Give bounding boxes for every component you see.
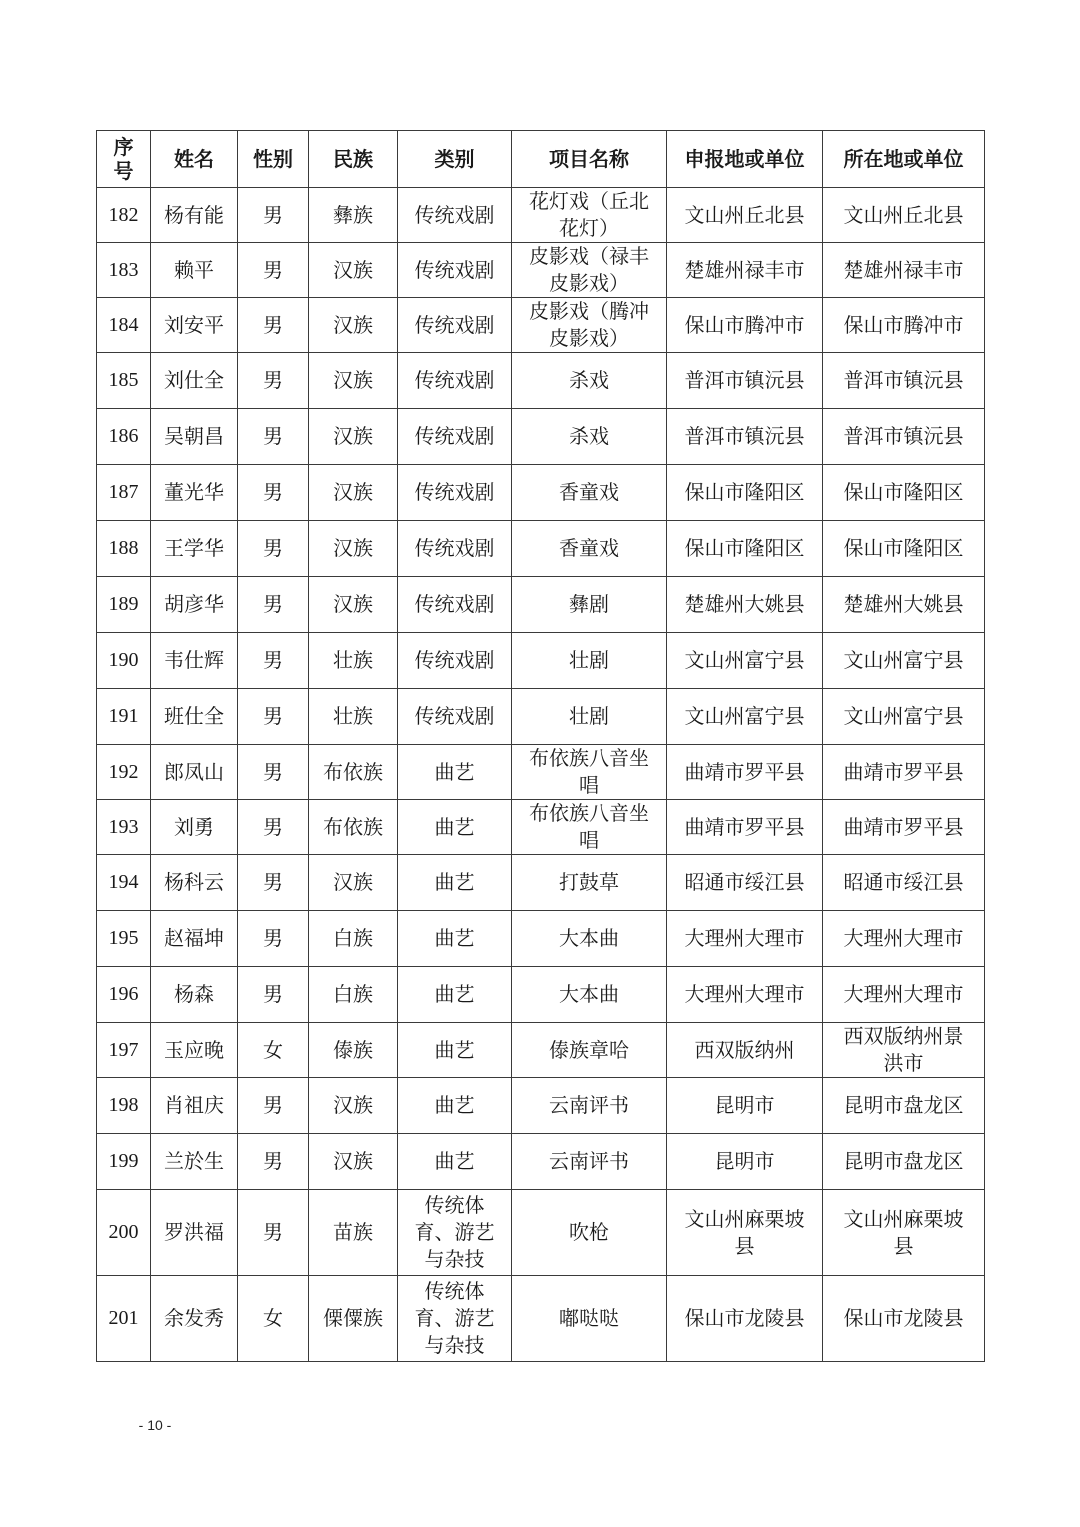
cell-project: 壮剧 (512, 689, 667, 745)
cell-applicant: 西双版纳州 (667, 1023, 823, 1078)
table-row (97, 298, 985, 353)
table-row (97, 1078, 985, 1134)
inheritor-table (96, 130, 985, 1362)
cell-serial: 201 (97, 1276, 151, 1362)
header-category: 类别 (398, 131, 512, 188)
cell-project: 香童戏 (512, 521, 667, 577)
cell-location: 大理州大理市 (823, 911, 985, 967)
cell-name: 刘勇 (151, 800, 238, 855)
cell-gender: 男 (238, 689, 309, 745)
table-row (97, 409, 985, 465)
page-number: - 10 - (138, 1417, 172, 1433)
header-ethnicity: 民族 (309, 131, 398, 188)
cell-gender: 男 (238, 800, 309, 855)
cell-applicant: 文山州富宁县 (667, 633, 823, 689)
cell-applicant: 昭通市绥江县 (667, 855, 823, 911)
cell-name: 吴朝昌 (151, 409, 238, 465)
cell-project: 吹枪 (512, 1190, 667, 1276)
table-header-row (97, 131, 985, 188)
table-row (97, 188, 985, 243)
cell-location: 普洱市镇沅县 (823, 353, 985, 409)
cell-name: 王学华 (151, 521, 238, 577)
cell-serial: 196 (97, 967, 151, 1023)
table-row (97, 633, 985, 689)
cell-location: 保山市腾冲市 (823, 298, 985, 353)
cell-gender: 男 (238, 1078, 309, 1134)
cell-serial: 193 (97, 800, 151, 855)
header-name: 姓名 (151, 131, 238, 188)
cell-applicant: 保山市隆阳区 (667, 465, 823, 521)
cell-applicant: 曲靖市罗平县 (667, 745, 823, 800)
cell-project: 皮影戏（腾冲皮影戏） (512, 298, 667, 353)
cell-name: 罗洪福 (151, 1190, 238, 1276)
cell-project: 香童戏 (512, 465, 667, 521)
cell-gender: 女 (238, 1023, 309, 1078)
table-row (97, 967, 985, 1023)
cell-serial: 191 (97, 689, 151, 745)
cell-location: 文山州富宁县 (823, 633, 985, 689)
cell-location: 昆明市盘龙区 (823, 1078, 985, 1134)
cell-serial: 186 (97, 409, 151, 465)
cell-gender: 男 (238, 745, 309, 800)
cell-category: 曲艺 (398, 967, 512, 1023)
cell-ethnicity: 汉族 (309, 298, 398, 353)
cell-applicant: 保山市腾冲市 (667, 298, 823, 353)
table-row (97, 855, 985, 911)
cell-ethnicity: 布依族 (309, 745, 398, 800)
cell-serial: 198 (97, 1078, 151, 1134)
cell-name: 刘安平 (151, 298, 238, 353)
cell-name: 杨有能 (151, 188, 238, 243)
header-gender: 性别 (238, 131, 309, 188)
table-row (97, 521, 985, 577)
cell-category: 传统戏剧 (398, 298, 512, 353)
cell-serial: 195 (97, 911, 151, 967)
cell-location: 楚雄州禄丰市 (823, 243, 985, 298)
cell-ethnicity: 汉族 (309, 243, 398, 298)
cell-serial: 184 (97, 298, 151, 353)
cell-applicant: 普洱市镇沅县 (667, 409, 823, 465)
cell-applicant: 保山市龙陵县 (667, 1276, 823, 1362)
cell-project: 布依族八音坐唱 (512, 800, 667, 855)
cell-serial: 192 (97, 745, 151, 800)
cell-project: 嘟哒哒 (512, 1276, 667, 1362)
cell-name: 杨科云 (151, 855, 238, 911)
cell-ethnicity: 壮族 (309, 689, 398, 745)
cell-category: 传统体育、游艺与杂技 (398, 1190, 512, 1276)
cell-gender: 男 (238, 243, 309, 298)
table-row (97, 800, 985, 855)
cell-location: 保山市隆阳区 (823, 521, 985, 577)
table-row (97, 1276, 985, 1362)
cell-project: 壮剧 (512, 633, 667, 689)
cell-name: 杨森 (151, 967, 238, 1023)
cell-applicant: 保山市隆阳区 (667, 521, 823, 577)
cell-category: 曲艺 (398, 1134, 512, 1190)
cell-applicant: 大理州大理市 (667, 911, 823, 967)
header-location: 所在地或单位 (823, 131, 985, 188)
cell-location: 普洱市镇沅县 (823, 409, 985, 465)
cell-ethnicity: 汉族 (309, 465, 398, 521)
cell-ethnicity: 布依族 (309, 800, 398, 855)
cell-location: 曲靖市罗平县 (823, 800, 985, 855)
header-applicant: 申报地或单位 (667, 131, 823, 188)
cell-project: 云南评书 (512, 1078, 667, 1134)
cell-category: 曲艺 (398, 1023, 512, 1078)
cell-serial: 197 (97, 1023, 151, 1078)
table-row (97, 1134, 985, 1190)
cell-serial: 182 (97, 188, 151, 243)
cell-project: 杀戏 (512, 353, 667, 409)
cell-serial: 188 (97, 521, 151, 577)
cell-project: 大本曲 (512, 911, 667, 967)
cell-serial: 190 (97, 633, 151, 689)
cell-ethnicity: 汉族 (309, 353, 398, 409)
cell-category: 传统戏剧 (398, 577, 512, 633)
cell-project: 打鼓草 (512, 855, 667, 911)
cell-name: 董光华 (151, 465, 238, 521)
cell-location: 曲靖市罗平县 (823, 745, 985, 800)
cell-category: 传统戏剧 (398, 521, 512, 577)
cell-location: 保山市隆阳区 (823, 465, 985, 521)
table-row (97, 465, 985, 521)
cell-gender: 男 (238, 521, 309, 577)
header-serial: 序号 (97, 131, 151, 188)
cell-ethnicity: 汉族 (309, 1134, 398, 1190)
cell-category: 传统戏剧 (398, 409, 512, 465)
cell-serial: 199 (97, 1134, 151, 1190)
cell-category: 传统戏剧 (398, 633, 512, 689)
cell-serial: 185 (97, 353, 151, 409)
cell-location: 文山州丘北县 (823, 188, 985, 243)
table-row (97, 689, 985, 745)
cell-location: 西双版纳州景洪市 (823, 1023, 985, 1078)
table-row (97, 911, 985, 967)
header-project: 项目名称 (512, 131, 667, 188)
cell-serial: 187 (97, 465, 151, 521)
cell-category: 传统戏剧 (398, 243, 512, 298)
cell-category: 曲艺 (398, 911, 512, 967)
cell-ethnicity: 汉族 (309, 855, 398, 911)
cell-ethnicity: 白族 (309, 911, 398, 967)
cell-category: 传统戏剧 (398, 353, 512, 409)
cell-ethnicity: 白族 (309, 967, 398, 1023)
cell-project: 皮影戏（禄丰皮影戏） (512, 243, 667, 298)
cell-name: 韦仕辉 (151, 633, 238, 689)
cell-ethnicity: 汉族 (309, 409, 398, 465)
cell-gender: 男 (238, 855, 309, 911)
cell-name: 胡彦华 (151, 577, 238, 633)
cell-project: 花灯戏（丘北花灯） (512, 188, 667, 243)
cell-location: 大理州大理市 (823, 967, 985, 1023)
cell-gender: 男 (238, 298, 309, 353)
cell-category: 传统体育、游艺与杂技 (398, 1276, 512, 1362)
cell-serial: 183 (97, 243, 151, 298)
cell-category: 曲艺 (398, 745, 512, 800)
cell-location: 文山州富宁县 (823, 689, 985, 745)
cell-ethnicity: 汉族 (309, 521, 398, 577)
cell-gender: 男 (238, 967, 309, 1023)
cell-ethnicity: 苗族 (309, 1190, 398, 1276)
cell-project: 傣族章哈 (512, 1023, 667, 1078)
table-row (97, 577, 985, 633)
cell-category: 曲艺 (398, 1078, 512, 1134)
cell-name: 肖祖庆 (151, 1078, 238, 1134)
cell-ethnicity: 汉族 (309, 1078, 398, 1134)
cell-gender: 男 (238, 465, 309, 521)
cell-gender: 男 (238, 911, 309, 967)
cell-applicant: 文山州麻栗坡县 (667, 1190, 823, 1276)
cell-name: 余发秀 (151, 1276, 238, 1362)
cell-serial: 200 (97, 1190, 151, 1276)
cell-category: 传统戏剧 (398, 188, 512, 243)
table-row (97, 1023, 985, 1078)
cell-name: 兰於生 (151, 1134, 238, 1190)
cell-applicant: 普洱市镇沅县 (667, 353, 823, 409)
table-row (97, 1190, 985, 1276)
cell-location: 保山市龙陵县 (823, 1276, 985, 1362)
cell-applicant: 大理州大理市 (667, 967, 823, 1023)
cell-gender: 男 (238, 409, 309, 465)
cell-gender: 男 (238, 1190, 309, 1276)
cell-serial: 194 (97, 855, 151, 911)
cell-ethnicity: 傈僳族 (309, 1276, 398, 1362)
table-row (97, 243, 985, 298)
cell-applicant: 楚雄州禄丰市 (667, 243, 823, 298)
cell-gender: 男 (238, 188, 309, 243)
cell-serial: 189 (97, 577, 151, 633)
cell-project: 云南评书 (512, 1134, 667, 1190)
cell-ethnicity: 壮族 (309, 633, 398, 689)
table-row (97, 745, 985, 800)
cell-applicant: 文山州丘北县 (667, 188, 823, 243)
cell-applicant: 昆明市 (667, 1078, 823, 1134)
cell-project: 大本曲 (512, 967, 667, 1023)
cell-ethnicity: 彝族 (309, 188, 398, 243)
cell-project: 布依族八音坐唱 (512, 745, 667, 800)
cell-applicant: 文山州富宁县 (667, 689, 823, 745)
cell-name: 班仕全 (151, 689, 238, 745)
cell-gender: 男 (238, 353, 309, 409)
cell-name: 刘仕全 (151, 353, 238, 409)
cell-applicant: 曲靖市罗平县 (667, 800, 823, 855)
cell-gender: 男 (238, 1134, 309, 1190)
cell-name: 赖平 (151, 243, 238, 298)
cell-category: 曲艺 (398, 800, 512, 855)
cell-ethnicity: 汉族 (309, 577, 398, 633)
cell-name: 玉应晚 (151, 1023, 238, 1078)
cell-name: 赵福坤 (151, 911, 238, 967)
cell-name: 郎凤山 (151, 745, 238, 800)
cell-location: 昭通市绥江县 (823, 855, 985, 911)
cell-category: 曲艺 (398, 855, 512, 911)
cell-project: 彝剧 (512, 577, 667, 633)
table-row (97, 353, 985, 409)
cell-location: 昆明市盘龙区 (823, 1134, 985, 1190)
cell-category: 传统戏剧 (398, 689, 512, 745)
cell-gender: 男 (238, 577, 309, 633)
cell-gender: 女 (238, 1276, 309, 1362)
cell-gender: 男 (238, 633, 309, 689)
cell-location: 文山州麻栗坡县 (823, 1190, 985, 1276)
cell-ethnicity: 傣族 (309, 1023, 398, 1078)
cell-applicant: 昆明市 (667, 1134, 823, 1190)
cell-location: 楚雄州大姚县 (823, 577, 985, 633)
cell-applicant: 楚雄州大姚县 (667, 577, 823, 633)
cell-category: 传统戏剧 (398, 465, 512, 521)
cell-project: 杀戏 (512, 409, 667, 465)
